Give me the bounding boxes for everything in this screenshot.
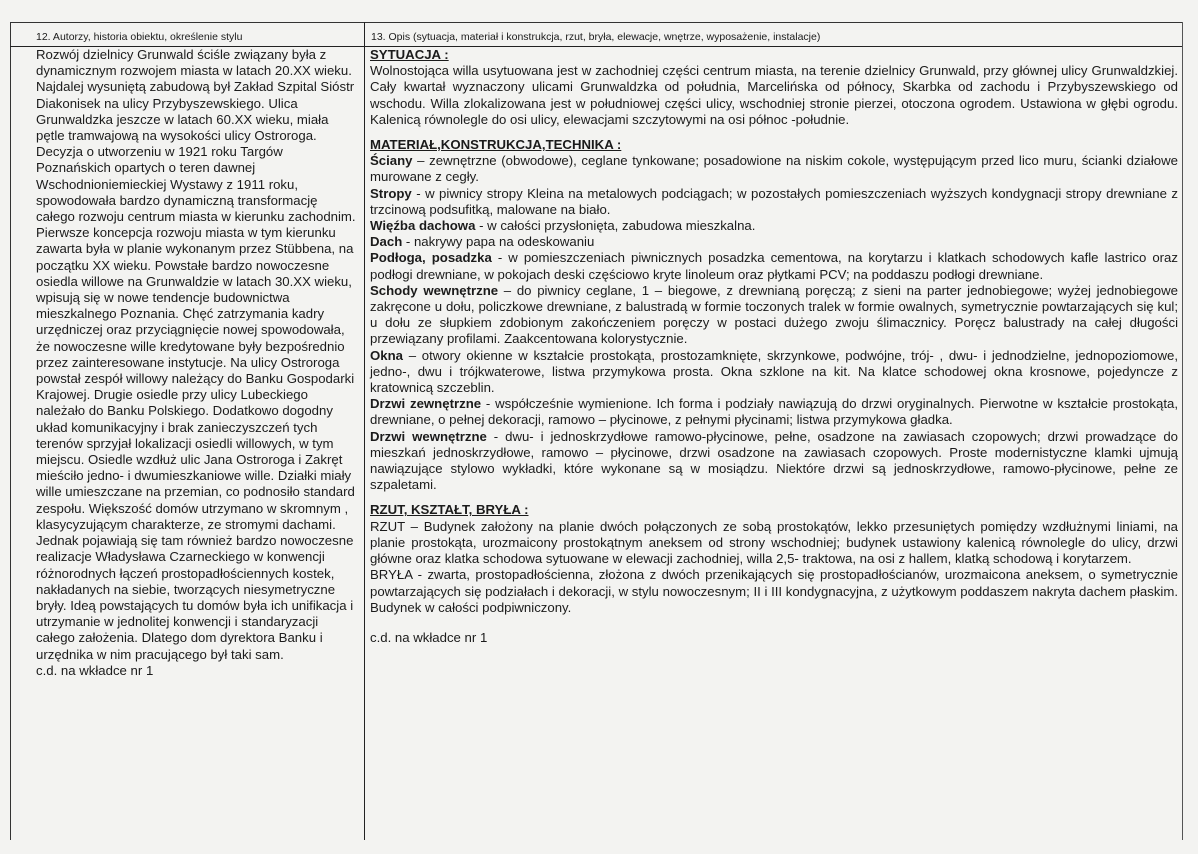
- material-desc: - w całości przysłonięta, zabudowa mieszkalna.: [475, 218, 756, 234]
- material-desc: – zewnętrzne (obwodowe), ceglane tynkowane; posadowione na niskim cokole, występującym przed lico muru, ścianki działowe murowane z cegły.: [370, 153, 1178, 185]
- header-left: 12. Autorzy, historia obiektu, określenie stylu: [36, 31, 243, 43]
- material-desc: - dwu- i jednoskrzydłowe ramowo-płycinowe, pełne, osadzone na zawiasach czopowych; drzwi prowadzące do mieszkań jednoskrzydłowe, ramowo – płycinowe, drzwi osadzone na zawiasach czopowych. Proste modernistyczne klamki ujmują nawiązujące stylowo wykładki, które wykonane są w mosiądzu. Niektóre drzwi są jednoskrzydłowe, ramowo-płycinowe, pełne ze szpaletami.: [370, 428, 1178, 493]
- material-item: [370, 186, 1178, 218]
- material-item: [370, 429, 1178, 494]
- material-desc: – otwory okienne w kształcie prostokąta, prostozamknięte, skrzynkowe, podwójne, trój- , dwu- i jednodzielne, jednopoziomowe, jedno-, dwu i trójkwaterowe, listwa przymykowa prosta. Okna szklone na kit. Na klatce schodowej okna krosnowe, pojedyncze z kratownicą szczeblin.: [370, 347, 1178, 396]
- material-item: [370, 348, 1178, 397]
- material-item: [370, 153, 1178, 185]
- column-divider: [364, 22, 365, 840]
- history-text: Rozwój dzielnicy Grunwald ściśle związany była z dynamicznym rozwojem miasta w latach 20.XX wieku. Najdalej wysuniętą zabudową był Zakład Szpital Sióstr Diakonisek na ulicy Przybyszewskiego. Ulica Grunwaldzka jeszcze w latach 60.XX wieku, miała pętle tramwajową na wysokości ulicy Ostroroga. Decyzja o utworzeniu w 1921 roku Targów Poznańskich opartych o teren dawnej Wschodnioniemieckiej Wystawy z 1911 roku, spowodowała bardzo dynamiczną transformację całego rozwoju centrum miasta w kierunku zachodnim. Pierwsze koncepcja rozwoju miasta w tym kierunku zawarta była w planie wykonanym przez Stübbena, na początku XX wieku. Powstałe bardzo nowoczesne osiedla willowe na Grunwaldzie w latach 30.XX wieku, wpisują się w nowe tendencje budownictwa mieszkalnego Poznania. Chęć zatrzymania kadry urzędniczej oraz przyciągnięcie nowej spowodowała, że nowoczesne wille kredytowane były bezpośrednio przez zainteresowane instytucje. Na ulicy Ostroroga powstał zespół willowy należący do Banku Gospodarki Krajowej. Drugie osiedle przy ulicy Lubeckiego należało do Banku Polskiego. Dodatkowo dogodny układ komunikacyjny i brak zanieczyszczeń tych terenów sprzyjał lokalizacji osiedli willowych, w tym miejscu. Osiedle wzdłuż ulic Jana Ostroroga i Zakręt mieściło jedno- i dwumieszkaniowe wille. Działki miały wille umieszczane na przemian, co podnosiło standard zespołu. Większość domów utrzymano w skromnym , klasycyzującym charakterze, ze stromymi dachami. Jednak pojawiają się tam również bardzo nowoczesne realizacje Władysława Czarneckiego w konwencji różnorodnych łączeń prostopadłościennych kostek, nakładanych na siebie, tworzących niesymetryczne bryły. Ideą powstających tu domów była ich unifikacja i utrzymanie w jednolitej konwencji i standaryzacji całego założenia. Dlatego dom dyrektora Banku i urzędnika w nim pracującego był taki sam.: [36, 47, 356, 662]
- frame-top-line: [10, 22, 1182, 23]
- material-term: Okna: [370, 347, 403, 363]
- plan-rzut-text: RZUT – Budynek założony na planie dwóch połączonych ze sobą prostokątów, lekko przesuniętych pomiędzy wzdłużnymi liniami, na planie prostokąta, urozmaicony prostokątnym aneksem od strony wschodniej; budynek ustawiony kalenicą równolegle do ulicy, drzwi główne oraz klatka schodowa sytuowane w elewacji zachodniej, willa 2,5- traktowa, na osi z hallem, klatką schodową i korytarzem.: [370, 518, 1178, 567]
- material-desc: - w pomieszczeniach piwnicznych posadzka cementowa, na korytarzu i klatkach schodowych kafle lastrico oraz podłogi drewniane, w pokojach deski częściowo kryte linoleum oraz płytkami PCV; na poddaszu podłogi drewniane.: [370, 250, 1178, 282]
- header-right: 13. Opis (sytuacja, materiał i konstrukcja, rzut, bryła, elewacje, wnętrze, wyposażenie, instalacje): [371, 31, 821, 43]
- history-continuation-note: c.d. na wkładce nr 1: [36, 662, 154, 678]
- material-item: [370, 396, 1178, 428]
- plan-bryla-text: BRYŁA - zwarta, prostopadłościenna, złożona z dwóch przenikających się prostopadłościanów, urozmaicona aneksem, o symetrycznie powtarzających się podziałach i dekoracji, w stylu nowoczesnym; II i III kondygnacyjna, z użytkowym poddaszem nakryta dachem płaskim. Budynek w całości podpiwniczony.: [370, 567, 1178, 615]
- frame-left-line: [10, 22, 11, 840]
- material-item: [370, 283, 1178, 348]
- material-term: Drzwi wewnętrzne: [370, 428, 487, 444]
- description-column: [370, 47, 1178, 646]
- material-term: Schody wewnętrzne: [370, 282, 499, 298]
- material-item: [370, 218, 1178, 234]
- material-term: Podłoga, posadzka: [370, 250, 492, 266]
- material-term: Więźba dachowa: [370, 218, 476, 234]
- material-desc: - współcześnie wymienione. Ich forma i podziały nawiązują do drzwi oryginalnych. Pierwotne w kształcie prostokąta, drewniane, o pełnej dekoracji, ramowo – płycinowe, z pełnymi płycinami; listwa przymykowa gładka.: [370, 396, 1178, 428]
- plan-title: RZUT, KSZTAŁT, BRYŁA :: [370, 502, 529, 518]
- material-desc: - nakrywy papa na odeskowaniu: [402, 234, 595, 250]
- material-term: Dach: [370, 234, 403, 250]
- plan-continuation-note: c.d. na wkładce nr 1: [370, 629, 488, 645]
- material-desc: - w piwnicy stropy Kleina na metalowych podciągach; w pozostałych pomieszczeniach wyższych kondygnacji stropy drewniane z trzcinową podsufitką, malowane na biało.: [370, 185, 1178, 217]
- material-term: Stropy: [370, 185, 412, 201]
- situation-text: Wolnostojąca willa usytuowana jest w zachodniej części centrum miasta, na terenie dzielnicy Grunwald, przy głównej ulicy Grunwaldzkiej. Cały kwartał wyznaczony ulicami Grunwaldzka od południa, Marcelińska od północy, Skarbka od zachodu i Przybyszewskiego od wschodu. Willa zlokalizowana jest w południowej części ulicy, wschodniej stronie pierzei, otoczona ogrodem. Ustawiona w głębi ogrodu. Kalenicą równolegle do osi ulicy, elewacjami szczytowymi na osi północ -południe.: [370, 63, 1178, 127]
- material-desc: – do piwnicy ceglane, 1 – biegowe, z drewnianą poręczą; z sieni na parter jednobiegowe; wyżej jednobiegowe zakręcone u dołu, policzkowe drewniane, z balustradą w formie toczonych tralek w formie owalnych, symetrycznie powtarzających się kul; u dołu ze słupkiem zdobionym zakończeniem poręczy w postaci dużego zwoju ślimacznicy. Poręcz balustrady na całej długości przewiązany profilami. Zaakcentowana kolorystycznie.: [370, 282, 1179, 347]
- material-title: MATERIAŁ,KONSTRUKCJA,TECHNIKA :: [370, 137, 622, 153]
- situation-title: SYTUACJA :: [370, 47, 449, 62]
- material-item: [370, 250, 1178, 282]
- material-term: Drzwi zewnętrzne: [370, 396, 482, 412]
- material-item: [370, 234, 1178, 250]
- material-term: Ściany: [370, 153, 413, 169]
- history-column: [36, 47, 358, 679]
- frame-right-line: [1182, 22, 1183, 840]
